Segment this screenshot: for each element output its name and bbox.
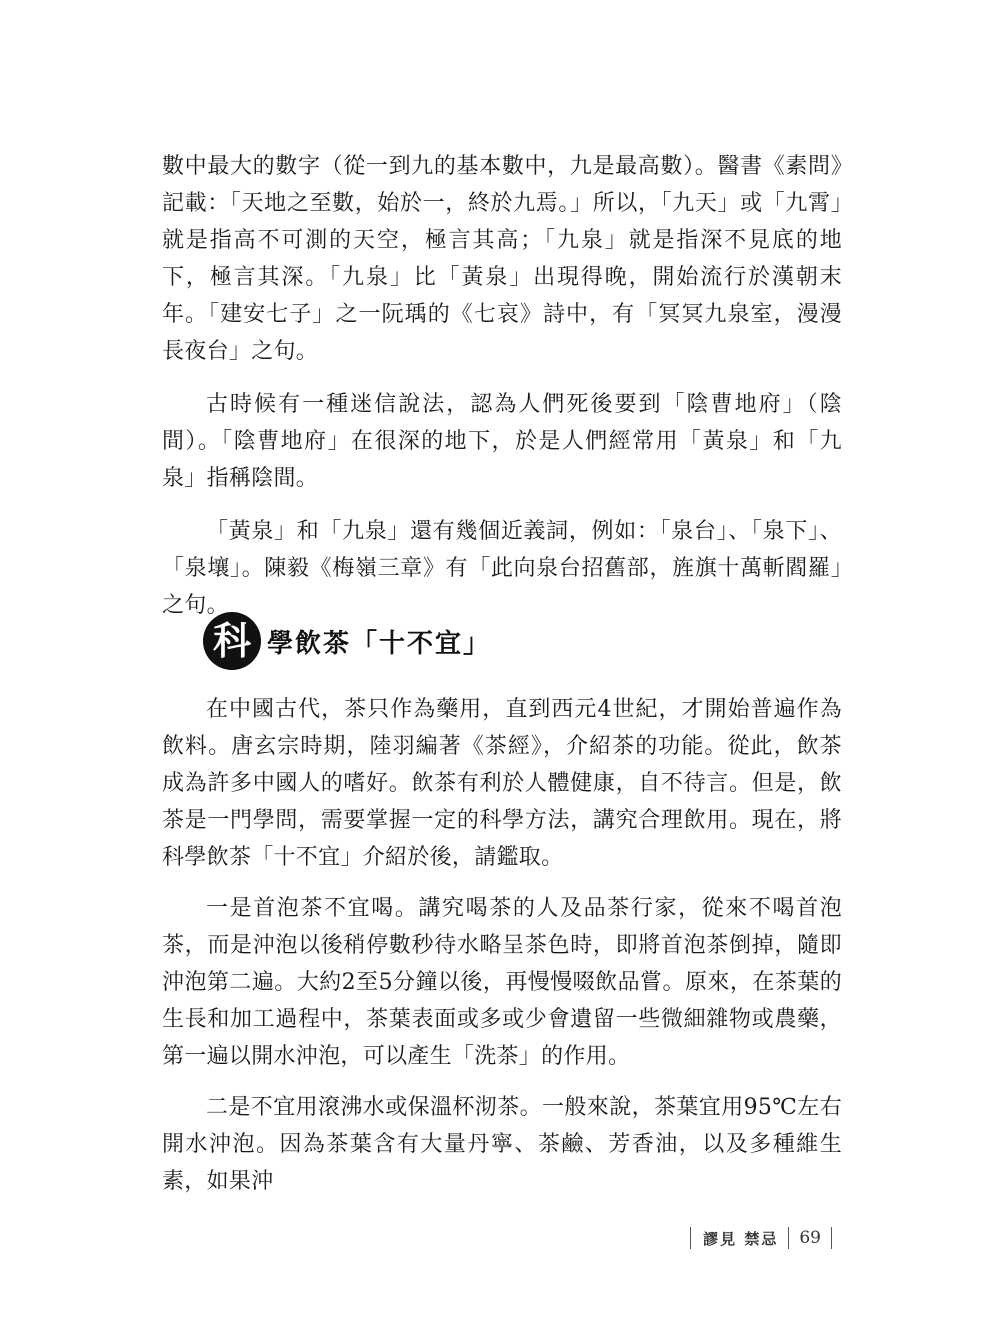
page-footer [690, 1227, 832, 1249]
top-text-block [162, 148, 842, 624]
paragraph-first-brew: 一是首泡茶不宜喝。講究喝茶的人及品茶行家，從來不喝首泡茶，而是沖泡以後稍停數秒待水略呈茶色時，即將首泡茶倒掉，隨即沖泡第二遍。大約2至5分鐘以後，再慢慢啜飲品嘗。原來，在茶葉的生長和加工過程中，茶葉表面或多或少會遺留一些微細雜物或農藥，第一遍以開水沖泡，可以產生「洗茶」的作用。 [162, 896, 842, 1069]
footer-divider [831, 1227, 832, 1249]
paragraph-boiling-water: 二是不宜用滾沸水或保溫杯沏茶。一般來說，茶葉宜用95℃左右開水沖泡。因為茶葉含有大量丹寧、茶鹼、芳香油，以及多種維生素，如果沖 [162, 1095, 842, 1194]
bottom-text-block [162, 691, 842, 1200]
section-title: 學飲茶「十不宜」 [267, 628, 492, 659]
paragraph-underworld-belief: 古時候有一種迷信說法，認為人們死後要到「陰曹地府」（陰間）。「陰曹地府」在很深的地下，於是人們經常用「黃泉」和「九泉」指稱陰間。 [162, 392, 842, 491]
heading-badge: 科 [203, 612, 261, 670]
paragraph-tea-intro: 在中國古代，茶只作為藥用，直到西元4世紀，才開始普遍作為飲料。唐玄宗時期，陸羽編著《茶經》，介紹茶的功能。從此，飲茶成為許多中國人的嗜好。飲茶有利於人體健康，自不待言。但是，飲茶是一門學問，需要掌握一定的科學方法，講究合理飲用。現在，將科學飲茶「十不宜」介紹於後，請鑑取。 [162, 697, 842, 870]
footer-divider [690, 1227, 691, 1249]
footer-divider [788, 1227, 789, 1249]
paragraph-synonyms: 「黃泉」和「九泉」還有幾個近義詞，例如：「泉台」、「泉下」、「泉壤」。陳毅《梅嶺三章》有「此向泉台招舊部，旌旗十萬斬閻羅」之句。 [162, 519, 842, 618]
running-title: 謬見 禁忌 [703, 1229, 779, 1248]
section-heading [203, 606, 491, 676]
page-number: 69 [799, 1228, 821, 1248]
paragraph-continued: 數中最大的數字（從一到九的基本數中，九是最高數）。醫書《素問》記載：「天地之至數，始於一，終於九焉。」所以，「九天」或「九霄」就是指高不可測的天空，極言其高；「九泉」就是指深不見底的地下，極言其深。「九泉」比「黃泉」出現得晚，開始流行於漢朝末年。「建安七子」之一阮瑀的《七哀》詩中，有「冥冥九泉室，漫漫長夜台」之句。 [162, 154, 842, 364]
